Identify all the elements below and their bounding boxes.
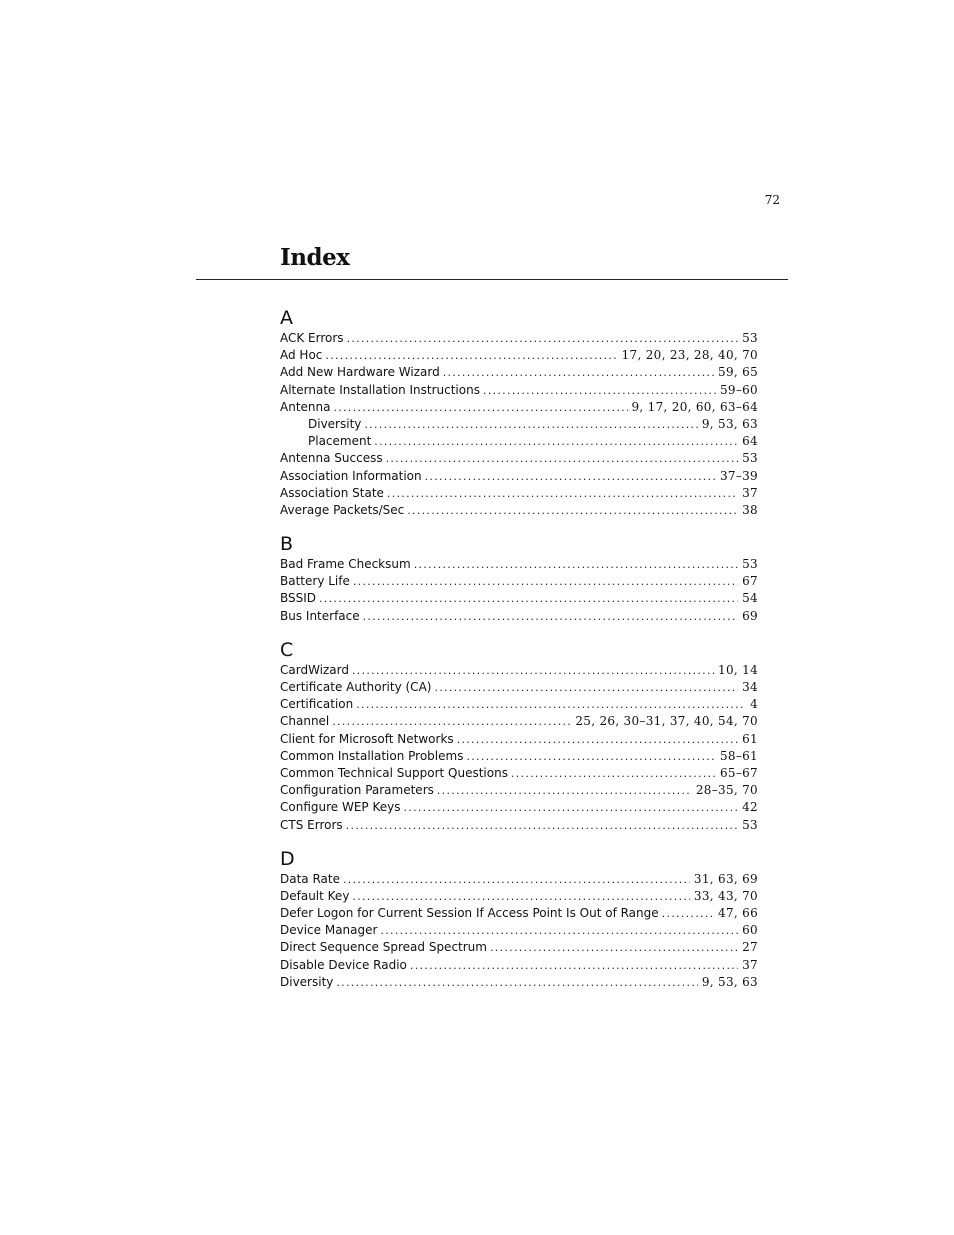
index-entry <box>280 679 758 696</box>
entry-term: Diversity <box>280 974 334 989</box>
entry-pages: 31, 63, 69 <box>693 871 758 886</box>
entry-pages: 10, 14 <box>718 662 758 677</box>
dot-leader <box>380 922 738 939</box>
entry-term: Alternate Installation Instructions <box>280 382 480 397</box>
entry-term: Client for Microsoft Networks <box>280 731 454 746</box>
index-entry <box>280 888 758 905</box>
dot-leader <box>457 731 738 748</box>
entry-term: Common Installation Problems <box>280 748 464 763</box>
dot-leader <box>443 364 714 381</box>
index-entry <box>280 468 758 485</box>
entry-term: Disable Device Radio <box>280 957 407 972</box>
index-entry <box>280 974 758 991</box>
entry-pages: 25, 26, 30–31, 37, 40, 54, 70 <box>575 714 758 729</box>
entry-pages: 9, 53, 63 <box>701 416 758 431</box>
entry-pages: 54 <box>742 591 758 606</box>
entry-pages: 28–35, 70 <box>695 783 758 798</box>
index-entry <box>280 782 758 799</box>
dot-leader <box>434 679 738 696</box>
index-entry <box>280 382 758 399</box>
index-entry <box>280 347 758 364</box>
dot-leader <box>352 662 714 679</box>
index-subentry <box>280 416 758 433</box>
entry-pages: 37–39 <box>719 468 758 483</box>
entry-term: Bus Interface <box>280 608 360 623</box>
dot-leader <box>437 782 692 799</box>
index-section-a <box>280 306 758 519</box>
page-title: Index <box>280 244 350 271</box>
entry-term: Bad Frame Checksum <box>280 557 411 572</box>
entry-term: Configure WEP Keys <box>280 800 401 815</box>
entry-term: Channel <box>280 714 330 729</box>
index-section-c <box>280 638 758 834</box>
entry-term: Placement <box>308 434 372 449</box>
entry-term: ACK Errors <box>280 331 344 345</box>
dot-leader <box>352 888 690 905</box>
entry-term: Average Packets/Sec <box>280 502 405 517</box>
index-entry <box>280 922 758 939</box>
index-entry <box>280 957 758 974</box>
entry-term: Add New Hardware Wizard <box>280 365 440 380</box>
section-letter: D <box>280 847 295 870</box>
index-section-b <box>280 532 758 625</box>
entry-pages: 9, 53, 63 <box>701 974 758 989</box>
dot-leader <box>363 608 738 625</box>
index-entry <box>280 662 758 679</box>
entry-term: Association State <box>280 485 384 500</box>
index-entry <box>280 364 758 381</box>
entry-pages: 61 <box>742 731 758 746</box>
entry-term: Certificate Authority (CA) <box>280 680 432 694</box>
index-entry <box>280 590 758 607</box>
entry-pages: 38 <box>742 502 758 517</box>
dot-leader <box>333 399 627 416</box>
index-entry <box>280 731 758 748</box>
index-subentry <box>280 433 758 450</box>
entry-term: Direct Sequence Spread Spectrum <box>280 940 487 955</box>
dot-leader <box>490 939 738 956</box>
dot-leader <box>466 748 716 765</box>
entry-pages: 60 <box>742 923 758 938</box>
entry-term: Antenna Success <box>280 451 383 466</box>
dot-leader <box>414 556 738 573</box>
index-list <box>280 306 758 1004</box>
index-entry <box>280 608 758 625</box>
index-section-d <box>280 847 758 991</box>
entry-term: Common Technical Support Questions <box>280 765 508 780</box>
entry-pages: 33, 43, 70 <box>693 888 758 903</box>
index-entry <box>280 485 758 502</box>
entry-term: CTS Errors <box>280 817 343 832</box>
section-letter: A <box>280 307 293 329</box>
entry-term: CardWizard <box>280 662 349 677</box>
index-entry <box>280 399 758 416</box>
dot-leader <box>346 817 738 834</box>
index-entry <box>280 939 758 956</box>
index-entry <box>280 817 758 834</box>
dot-leader <box>353 573 738 590</box>
dot-leader <box>364 416 697 433</box>
index-entry <box>280 450 758 467</box>
dot-leader <box>407 502 738 519</box>
index-entry <box>280 502 758 519</box>
entry-term: BSSID <box>280 591 317 606</box>
entry-pages: 34 <box>742 680 758 694</box>
dot-leader <box>343 871 690 888</box>
entry-pages: 42 <box>742 800 758 815</box>
entry-pages: 37 <box>742 485 758 500</box>
entry-pages: 4 <box>750 697 758 712</box>
entry-pages: 27 <box>742 940 758 955</box>
index-entry <box>280 748 758 765</box>
index-entry <box>280 905 758 922</box>
index-entry <box>280 713 758 730</box>
dot-leader <box>356 696 746 713</box>
index-entry <box>280 696 758 713</box>
index-entry <box>280 799 758 816</box>
title-divider <box>196 279 788 280</box>
dot-leader <box>483 382 716 399</box>
dot-leader <box>325 347 617 364</box>
entry-term: Device Manager <box>280 923 378 938</box>
entry-pages: 59–60 <box>719 382 758 397</box>
entry-term: Data Rate <box>280 871 340 886</box>
index-entry <box>280 330 758 347</box>
dot-leader <box>374 433 738 450</box>
entry-term: Configuration Parameters <box>280 783 434 798</box>
dot-leader <box>319 590 738 607</box>
dot-leader <box>332 713 571 730</box>
entry-term: Association Information <box>280 468 422 483</box>
entry-term: Default Key <box>280 888 350 903</box>
entry-pages: 9, 17, 20, 60, 63–64 <box>631 399 758 414</box>
entry-term: Diversity <box>308 416 362 431</box>
dot-leader <box>403 799 738 816</box>
entry-pages: 47, 66 <box>718 906 758 921</box>
dot-leader <box>347 330 739 347</box>
entry-pages: 53 <box>742 331 758 345</box>
entry-term: Certification <box>280 697 354 712</box>
entry-pages: 58–61 <box>719 748 758 763</box>
dot-leader <box>387 485 738 502</box>
dot-leader <box>511 765 716 782</box>
entry-term: Ad Hoc <box>280 348 323 363</box>
entry-pages: 53 <box>742 451 758 466</box>
section-letter: C <box>280 638 294 661</box>
index-entry <box>280 556 758 573</box>
entry-pages: 17, 20, 23, 28, 40, 70 <box>621 348 758 363</box>
entry-pages: 53 <box>742 557 758 572</box>
entry-pages: 64 <box>742 434 758 449</box>
dot-leader <box>336 974 697 991</box>
index-entry <box>280 765 758 782</box>
dot-leader <box>386 450 739 467</box>
entry-pages: 37 <box>742 957 758 972</box>
dot-leader <box>410 957 738 974</box>
entry-pages: 59, 65 <box>718 365 758 380</box>
index-entry <box>280 573 758 590</box>
entry-pages: 67 <box>742 574 758 589</box>
index-entry <box>280 871 758 888</box>
entry-term: Defer Logon for Current Session If Access Point Is Out of Range <box>280 906 659 921</box>
dot-leader <box>425 468 716 485</box>
entry-term: Battery Life <box>280 574 350 589</box>
entry-pages: 65–67 <box>719 765 758 780</box>
dot-leader <box>662 905 714 922</box>
page-number: 72 <box>764 193 780 207</box>
entry-pages: 69 <box>742 608 758 623</box>
section-letter: B <box>280 533 294 556</box>
entry-pages: 53 <box>742 817 758 832</box>
entry-term: Antenna <box>280 399 331 414</box>
